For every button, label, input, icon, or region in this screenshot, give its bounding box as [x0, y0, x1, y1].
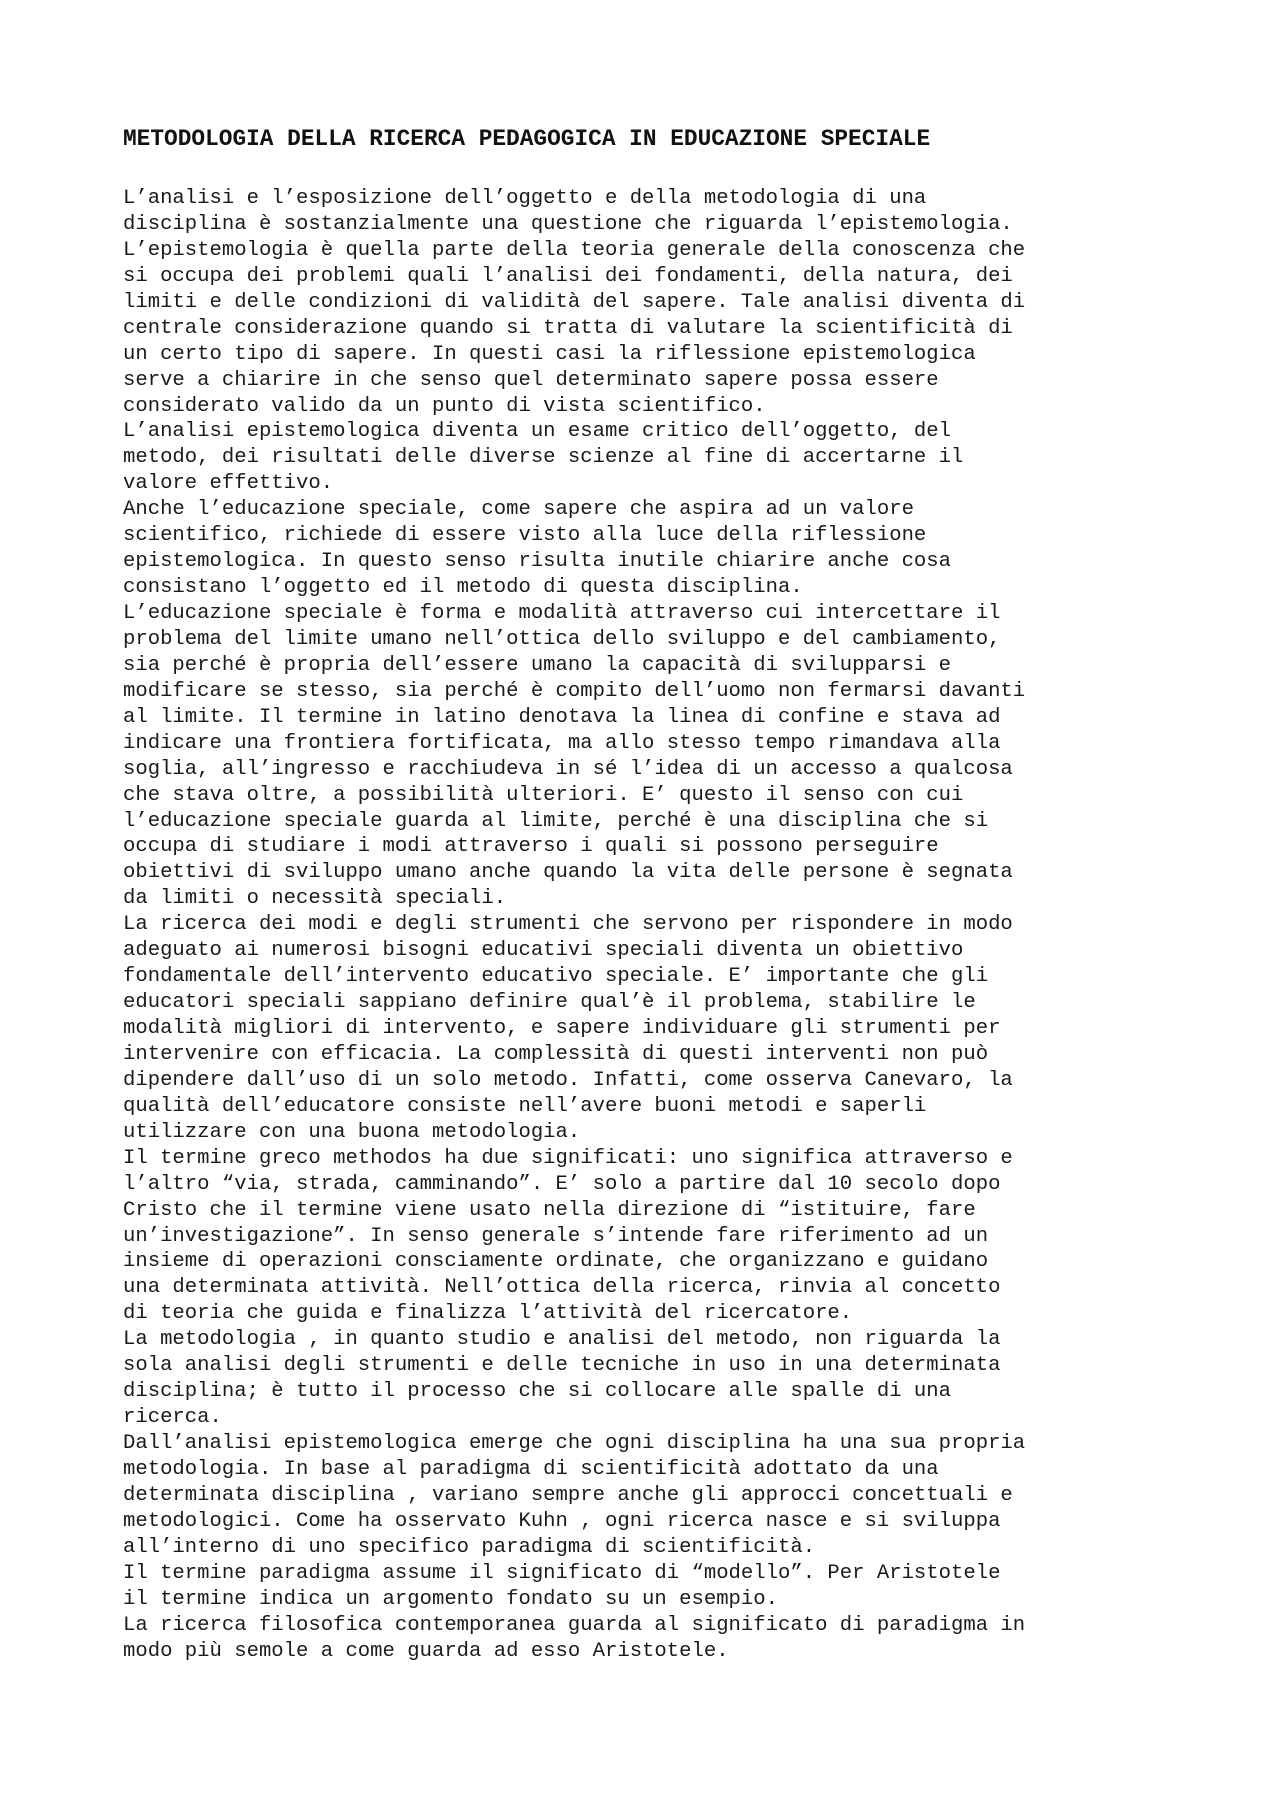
text-line: una determinata attività. Nell’ottica della ricerca, rinvia al concetto	[123, 1276, 1001, 1300]
text-line: limiti e delle condizioni di validità del sapere. Tale analisi diventa di	[123, 290, 1026, 314]
text-line: L’analisi epistemologica diventa un esame critico dell’oggetto, del	[123, 420, 952, 444]
text-line: intervenire con efficacia. La complessità di questi interventi non può	[123, 1042, 989, 1066]
text-line: metodo, dei risultati delle diverse scienze al fine di accertarne il	[123, 446, 964, 470]
text-line: La metodologia , in quanto studio e analisi del metodo, non riguarda la	[123, 1328, 1001, 1352]
text-line: Anche l’educazione speciale, come sapere che aspira ad un valore	[123, 498, 914, 522]
text-line: Cristo che il termine viene usato nella direzione di “istituire, fare	[123, 1198, 976, 1222]
text-line: al limite. Il termine in latino denotava la linea di confine e stava ad	[123, 705, 1001, 729]
text-line: obiettivi di sviluppo umano anche quando la vita delle persone è segnata	[123, 861, 1013, 885]
text-line: occupa di studiare i modi attraverso i quali si possono perseguire	[123, 835, 939, 859]
text-line: L’analisi e l’esposizione dell’oggetto e della metodologia di una	[123, 187, 927, 210]
text-line: modo più semole a come guarda ad esso Aristotele.	[123, 1639, 729, 1663]
text-line: sola analisi degli strumenti e delle tecniche in uso in una determinata	[123, 1354, 1001, 1378]
text-line: disciplina; è tutto il processo che si collocare alle spalle di una	[123, 1380, 952, 1404]
text-line: problema del limite umano nell’ottica dello sviluppo e del cambiamento,	[123, 627, 1001, 651]
text-line: La ricerca filosofica contemporanea guarda al significato di paradigma in	[123, 1613, 1026, 1637]
text-line: il termine indica un argomento fondato su un esempio.	[123, 1587, 778, 1611]
text-line: consistano l’oggetto ed il metodo di questa disciplina.	[123, 576, 803, 600]
text-line: valore effettivo.	[123, 472, 334, 496]
text-line: educatori speciali sappiano definire qual’è il problema, stabilire le	[123, 991, 976, 1015]
text-line: Il termine paradigma assume il significato di “modello”. Per Aristotele	[123, 1561, 1001, 1585]
text-line: Dall’analisi epistemologica emerge che ogni disciplina ha una sua propria	[123, 1432, 1026, 1455]
text-line: ricerca.	[123, 1406, 222, 1430]
text-line: modificare se stesso, sia perché è compito dell’uomo non fermarsi davanti	[123, 679, 1026, 703]
text-line: serve a chiarire in che senso quel determinato sapere possa essere	[123, 368, 939, 392]
text-line: dipendere dall’uso di un solo metodo. Infatti, come osserva Canevaro, la	[123, 1068, 1013, 1092]
text-line: utilizzare con una buona metodologia.	[123, 1120, 581, 1144]
text-line: che stava oltre, a possibilità ulteriori. E’ questo il senso con cui	[123, 783, 964, 807]
text-line: fondamentale dell’intervento educativo speciale. E’ importante che gli	[123, 965, 989, 989]
text-line: si occupa dei problemi quali l’analisi dei fondamenti, della natura, dei	[123, 264, 1013, 288]
text-line: scientifico, richiede di essere visto alla luce della riflessione	[123, 524, 927, 548]
text-line: determinata disciplina , variano sempre anche gli approcci concettuali e	[123, 1483, 1013, 1507]
text-line: L’educazione speciale è forma e modalità attraverso cui intercettare il	[123, 602, 1001, 625]
text-line: adeguato ai numerosi bisogni educativi speciali diventa un obiettivo	[123, 939, 964, 963]
text-line: l’altro “via, strada, camminando”. E’ solo a partire dal 10 secolo dopo	[123, 1172, 1001, 1196]
text-line: centrale considerazione quando si tratta di valutare la scientificità di	[123, 316, 1013, 340]
text-line: all’interno di uno specifico paradigma di scientificità.	[123, 1535, 816, 1559]
text-line: L’epistemologia è quella parte della teoria generale della conoscenza che	[123, 238, 1026, 262]
text-line: La ricerca dei modi e degli strumenti che servono per rispondere in modo	[123, 913, 1013, 937]
document-body	[123, 186, 1183, 1664]
text-line: qualità dell’educatore consiste nell’avere buoni metodi e saperli	[123, 1094, 927, 1118]
text-line: un certo tipo di sapere. In questi casi la riflessione epistemologica	[123, 342, 976, 366]
text-line: l’educazione speciale guarda al limite, perché è una disciplina che si	[123, 809, 989, 833]
text-line: Il termine greco methodos ha due significati: uno significa attraverso e	[123, 1146, 1013, 1170]
text-line: sia perché è propria dell’essere umano la capacità di svilupparsi e	[123, 653, 952, 677]
text-line: modalità migliori di intervento, e sapere individuare gli strumenti per	[123, 1017, 1001, 1040]
text-line: metodologia. In base al paradigma di scientificità adottato da una	[123, 1457, 939, 1481]
document-title: METODOLOGIA DELLA RICERCA PEDAGOGICA IN EDUCAZIONE SPECIALE	[123, 126, 931, 152]
text-line: soglia, all’ingresso e racchiudeva in sé l’idea di un accesso a qualcosa	[123, 757, 1013, 781]
text-line: indicare una frontiera fortificata, ma allo stesso tempo rimandava alla	[123, 731, 1001, 755]
text-line: epistemologica. In questo senso risulta inutile chiarire anche cosa	[123, 550, 952, 574]
text-line: un’investigazione”. In senso generale s’intende fare riferimento ad un	[123, 1224, 989, 1248]
text-line: insieme di operazioni consciamente ordinate, che organizzano e guidano	[123, 1250, 989, 1274]
text-line: metodologici. Come ha osservato Kuhn , ogni ricerca nasce e si sviluppa	[123, 1509, 1001, 1533]
text-line: da limiti o necessità speciali.	[123, 887, 507, 911]
text-line: disciplina è sostanzialmente una questione che riguarda l’epistemologia.	[123, 212, 1013, 236]
text-line: considerato valido da un punto di vista scientifico.	[123, 394, 766, 418]
text-line: di teoria che guida e finalizza l’attività del ricercatore.	[123, 1302, 853, 1326]
